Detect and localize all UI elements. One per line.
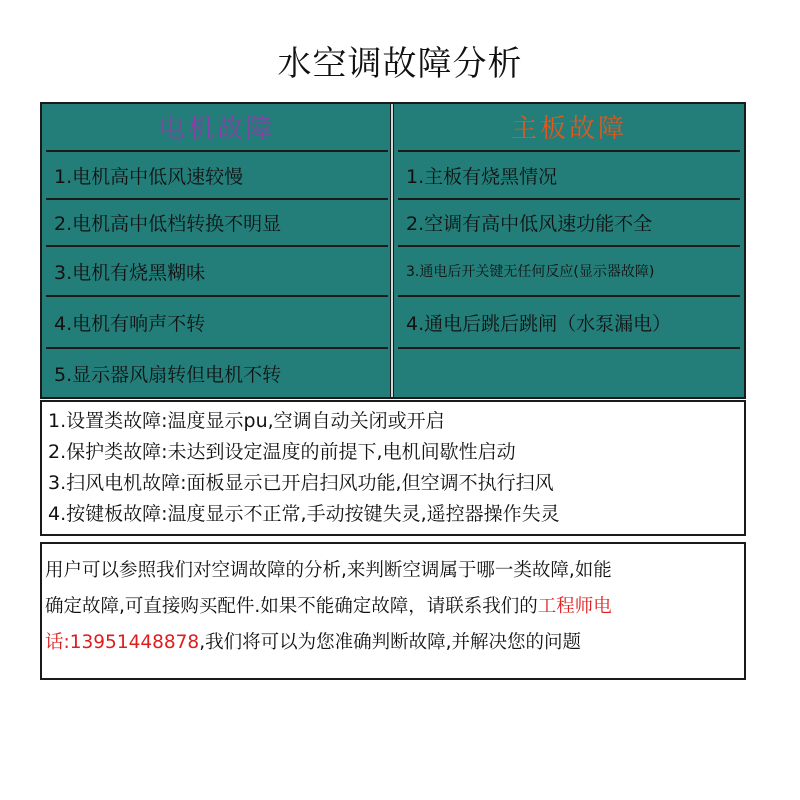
motor-fault-header: 电机故障 [158, 114, 275, 144]
note-line-1 [45, 553, 744, 589]
fault-table [40, 102, 746, 399]
other-fault-line: 4.按键板故障:温度显示不正常,手动按键失灵,遥控器操作失灵 [48, 503, 560, 525]
other-fault-line: 2.保护类故障:未达到设定温度的前提下,电机间歇性启动 [48, 441, 516, 463]
note-line-2 [45, 589, 744, 625]
note-text: ,我们将可以为您准确判断故障,并解决您的问题 [199, 632, 581, 653]
motor-fault-column [42, 104, 392, 397]
board-fault-item: 3.通电后开关键无任何反应(显示器故障) [398, 247, 740, 297]
board-fault-header: 主板故障 [510, 114, 627, 144]
board-fault-item: 1.主板有烧黑情况 [398, 150, 740, 200]
other-fault-line: 3.扫风电机故障:面板显示已开启扫风功能,但空调不执行扫风 [48, 472, 554, 494]
phone-number: 话:13951448878 [45, 632, 200, 653]
other-fault-line: 1.设置类故障:温度显示pu,空调自动关闭或开启 [48, 410, 445, 432]
motor-fault-item: 1.电机高中低风速较慢 [46, 150, 388, 200]
board-fault-item: 2.空调有高中低风速功能不全 [398, 200, 740, 247]
motor-fault-item: 5.显示器风扇转但电机不转 [54, 363, 282, 386]
motor-fault-item: 4.电机有响声不转 [46, 297, 388, 349]
engineer-phone-label: 工程师电 [537, 596, 612, 617]
motor-fault-item: 3.电机有烧黑糊味 [46, 247, 388, 297]
page-title: 水空调故障分析 [277, 44, 523, 84]
board-fault-item-empty [398, 349, 740, 397]
board-fault-column [394, 104, 744, 397]
board-fault-item: 4.通电后跳后跳闸（水泵漏电） [398, 297, 740, 349]
note-line-3 [45, 625, 744, 661]
note-text: 确定故障,可直接购买配件.如果不能确定故障，请联系我们的 [45, 596, 538, 617]
contact-note-box [40, 542, 746, 680]
motor-fault-item: 2.电机高中低档转换不明显 [46, 200, 388, 247]
note-text: 用户可以参照我们对空调故障的分析,来判断空调属于哪一类故障,如能 [45, 560, 612, 581]
other-faults-box [40, 400, 746, 536]
